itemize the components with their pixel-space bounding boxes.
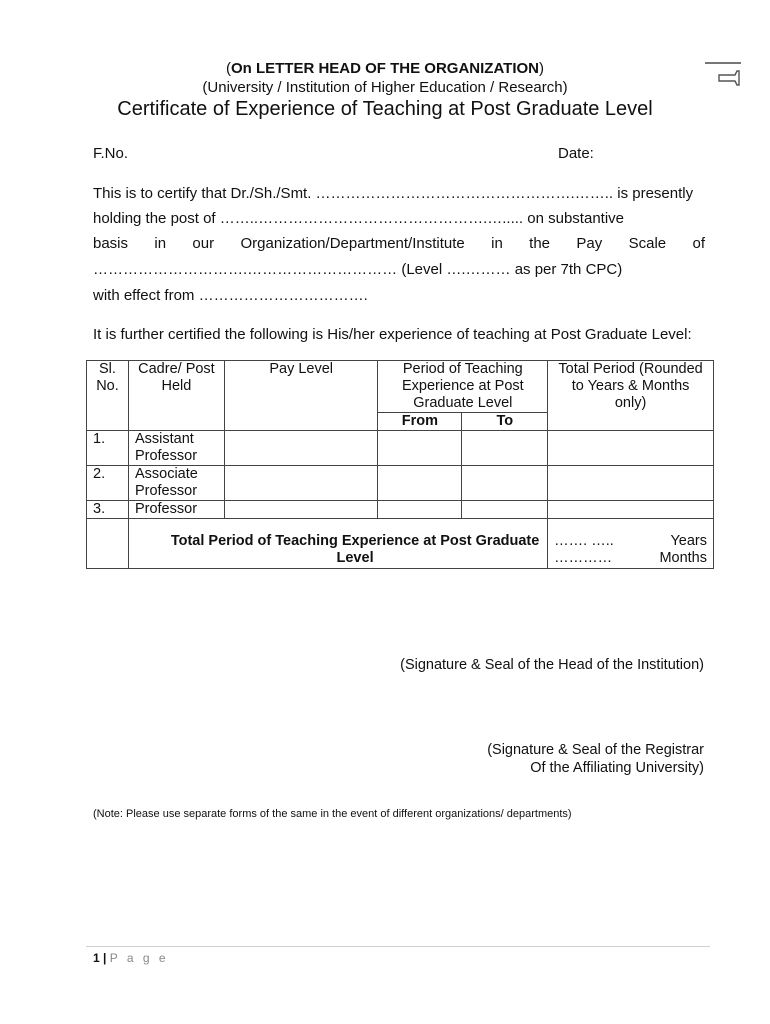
- header-pay-level: Pay Level: [224, 361, 378, 431]
- header-total-period: Total Period (Rounded to Years & Months only): [548, 361, 714, 431]
- from-cell: [378, 466, 462, 501]
- total-cell: [548, 466, 714, 501]
- header-period: Period of Teaching Experience at Post Graduate Level: [378, 361, 548, 413]
- row-sl: 1.: [87, 431, 129, 466]
- total-row: [87, 519, 714, 569]
- table-row: [87, 431, 714, 466]
- header-sl-no: Sl. No.: [87, 361, 129, 431]
- to-cell: [462, 431, 548, 466]
- header-from: From: [378, 413, 462, 431]
- row-sl: 2.: [87, 466, 129, 501]
- head-signature-label: (Signature & Seal of the Head of the Institution): [400, 657, 704, 673]
- total-label: Total Period of Teaching Experience at Post Graduate Level: [128, 519, 547, 569]
- total-row-empty: [87, 519, 129, 569]
- note-text: (Note: Please use separate forms of the same in the event of different organizations/ departments): [93, 808, 572, 820]
- registrar-signature-label: (Signature & Seal of the Registrar Of the Affiliating University): [487, 742, 704, 776]
- letterhead-bold-text: On LETTER HEAD OF THE ORGANIZATION: [230, 60, 540, 77]
- header-cadre: Cadre/ Post Held: [128, 361, 224, 431]
- page-footer: 1 | P a g e: [93, 951, 169, 965]
- certify-line-4: ………………………….………………………… (Level ….……… as per 7th CPC): [93, 261, 623, 278]
- pay-level-cell: [224, 431, 378, 466]
- document-title: Certificate of Experience of Teaching at Post Graduate Level: [117, 98, 653, 120]
- table-row: [87, 501, 714, 519]
- from-cell: [378, 501, 462, 519]
- to-cell: [462, 466, 548, 501]
- total-cell: [548, 431, 714, 466]
- institution-line: (University / Institution of Higher Education / Research): [202, 79, 568, 96]
- years-line: ……. ….. Years: [554, 533, 707, 549]
- certify-line-1: This is to certify that Dr./Sh./Smt. …………………………………………….…….. is presently: [93, 185, 694, 202]
- further-certified-text: It is further certified the following is His/her experience of teaching at Post Graduate Level:: [93, 326, 692, 343]
- row-cadre: Professor: [128, 501, 224, 519]
- table-row: [87, 466, 714, 501]
- from-cell: [378, 431, 462, 466]
- to-cell: [462, 501, 548, 519]
- certify-line-5: with effect from …………………………….: [93, 287, 368, 304]
- footer-divider: [86, 946, 710, 947]
- pay-level-cell: [224, 501, 378, 519]
- total-cell: [548, 501, 714, 519]
- pay-level-cell: [224, 466, 378, 501]
- row-sl: 3.: [87, 501, 129, 519]
- row-cadre: Assistant Professor: [128, 431, 224, 466]
- row-cadre: Associate Professor: [128, 466, 224, 501]
- total-value-cell: [548, 519, 714, 569]
- letterhead-line: (On LETTER HEAD OF THE ORGANIZATION): [225, 60, 545, 77]
- stamp-icon: [705, 58, 743, 88]
- certify-line-2: holding the post of ……..……………………………………….…..... on substantive: [93, 210, 624, 227]
- certify-line-3: basis in our Organization/Department/Institute in the Pay Scale of: [93, 235, 705, 252]
- header-to: To: [462, 413, 548, 431]
- experience-table: [86, 360, 714, 569]
- months-line: ………… Months: [554, 550, 707, 566]
- file-number-label: F.No.: [93, 145, 129, 162]
- date-label: Date:: [558, 145, 594, 162]
